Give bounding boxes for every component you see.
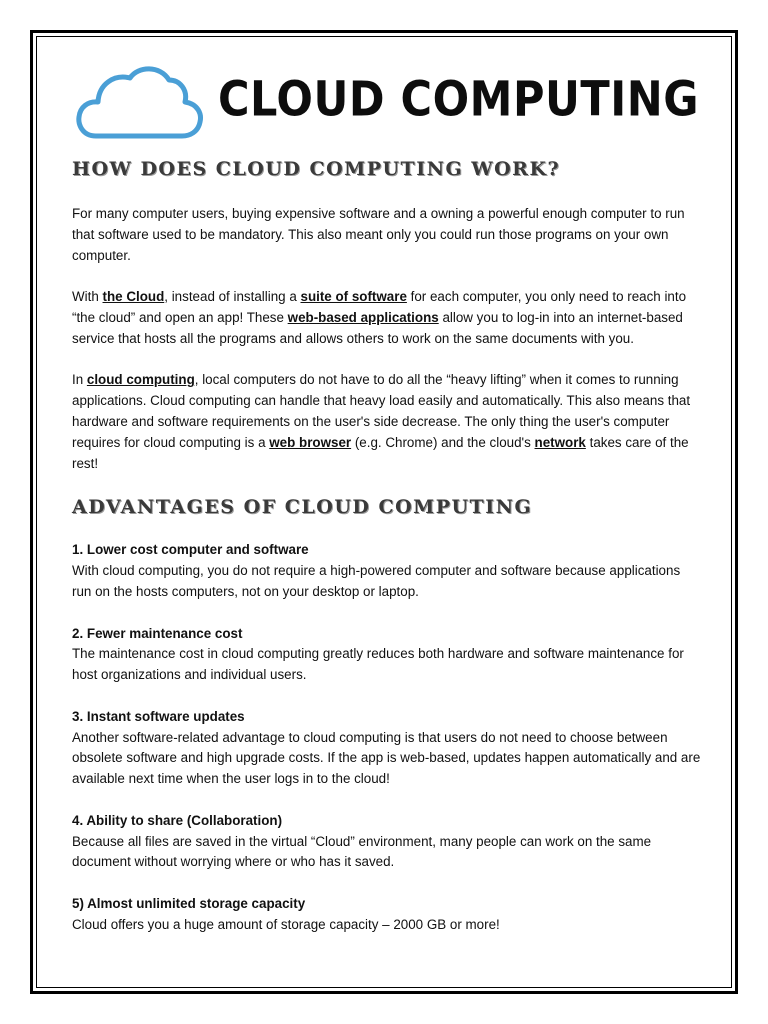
title-header bbox=[72, 58, 702, 142]
text-run: (e.g. Chrome) and the cloud's bbox=[351, 434, 535, 450]
link-web-based-applications[interactable]: web-based applications bbox=[287, 309, 439, 325]
link-network[interactable]: network bbox=[534, 434, 586, 450]
advantage-title: 3. Instant software updates bbox=[72, 708, 245, 724]
document-body bbox=[72, 58, 702, 956]
advantage-text: Cloud offers you a huge amount of storage capacity – 2000 GB or more! bbox=[72, 916, 500, 932]
paragraph-the-cloud bbox=[72, 287, 702, 349]
text-run: With bbox=[72, 289, 103, 305]
text-run: takes care of the rest! bbox=[72, 434, 689, 471]
section-heading-how-it-works: HOW DOES CLOUD COMPUTING WORK? bbox=[72, 158, 561, 180]
advantages-list bbox=[72, 540, 702, 935]
advantage-text: With cloud computing, you do not require a high-powered computer and software because applications run on the hosts computers, not on your desktop or laptop. bbox=[72, 563, 681, 599]
advantage-item bbox=[72, 894, 702, 936]
advantage-title: 5) Almost unlimited storage capacity bbox=[72, 895, 306, 911]
link-suite-of-software[interactable]: suite of software bbox=[300, 289, 407, 305]
advantage-item bbox=[72, 811, 702, 873]
advantage-text: Another software-related advantage to cloud computing is that users do not need to choose between obsolete software and high upgrade costs. If the app is web-based, updates happen automatically and are available next time when the user logs in to the cloud! bbox=[72, 729, 701, 787]
text-run: , instead of installing a bbox=[164, 289, 301, 305]
advantage-text: Because all files are saved in the virtual “Cloud” environment, many people can work on the same document without worrying where or who has it saved. bbox=[72, 833, 652, 870]
paragraph-cloud-computing bbox=[72, 370, 702, 474]
advantage-item bbox=[72, 624, 702, 686]
section-heading-advantages: ADVANTAGES OF CLOUD COMPUTING bbox=[72, 496, 533, 519]
paragraph-intro: For many computer users, buying expensive software and a owning a powerful enough computer to run that software used to be mandatory. This also meant only you could run those programs on your own computer. bbox=[72, 206, 685, 263]
advantage-item bbox=[72, 540, 702, 602]
text-run: In bbox=[72, 372, 87, 388]
text-run: allow you to log-in into an internet-based service that hosts all the programs and allows others to work on the same documents with you. bbox=[72, 309, 683, 346]
advantage-text: The maintenance cost in cloud computing greatly reduces both hardware and software maintenance for host organizations and individual users. bbox=[72, 646, 684, 683]
link-the-cloud[interactable]: the Cloud bbox=[102, 289, 165, 305]
text-run: for each computer, you only need to reach into “the cloud” and open an app! These bbox=[72, 289, 687, 325]
advantage-title: 1. Lower cost computer and software bbox=[72, 542, 309, 558]
advantage-item bbox=[72, 707, 702, 790]
link-cloud-computing[interactable]: cloud computing bbox=[86, 372, 195, 388]
cloud-icon bbox=[76, 60, 204, 140]
page-title: CLOUD COMPUTING bbox=[218, 72, 700, 128]
advantage-title: 4. Ability to share (Collaboration) bbox=[72, 812, 283, 828]
link-web-browser[interactable]: web browser bbox=[269, 434, 352, 450]
text-run: , local computers do not have to do all the “heavy lifting” when it comes to running applications. Cloud computing can handle that heavy load easily and automatically. This also means that hardware and software requirements on the user's side decrease. The only thing the user's computer requires for cloud computing is a bbox=[72, 372, 691, 450]
advantage-title: 2. Fewer maintenance cost bbox=[72, 625, 243, 641]
